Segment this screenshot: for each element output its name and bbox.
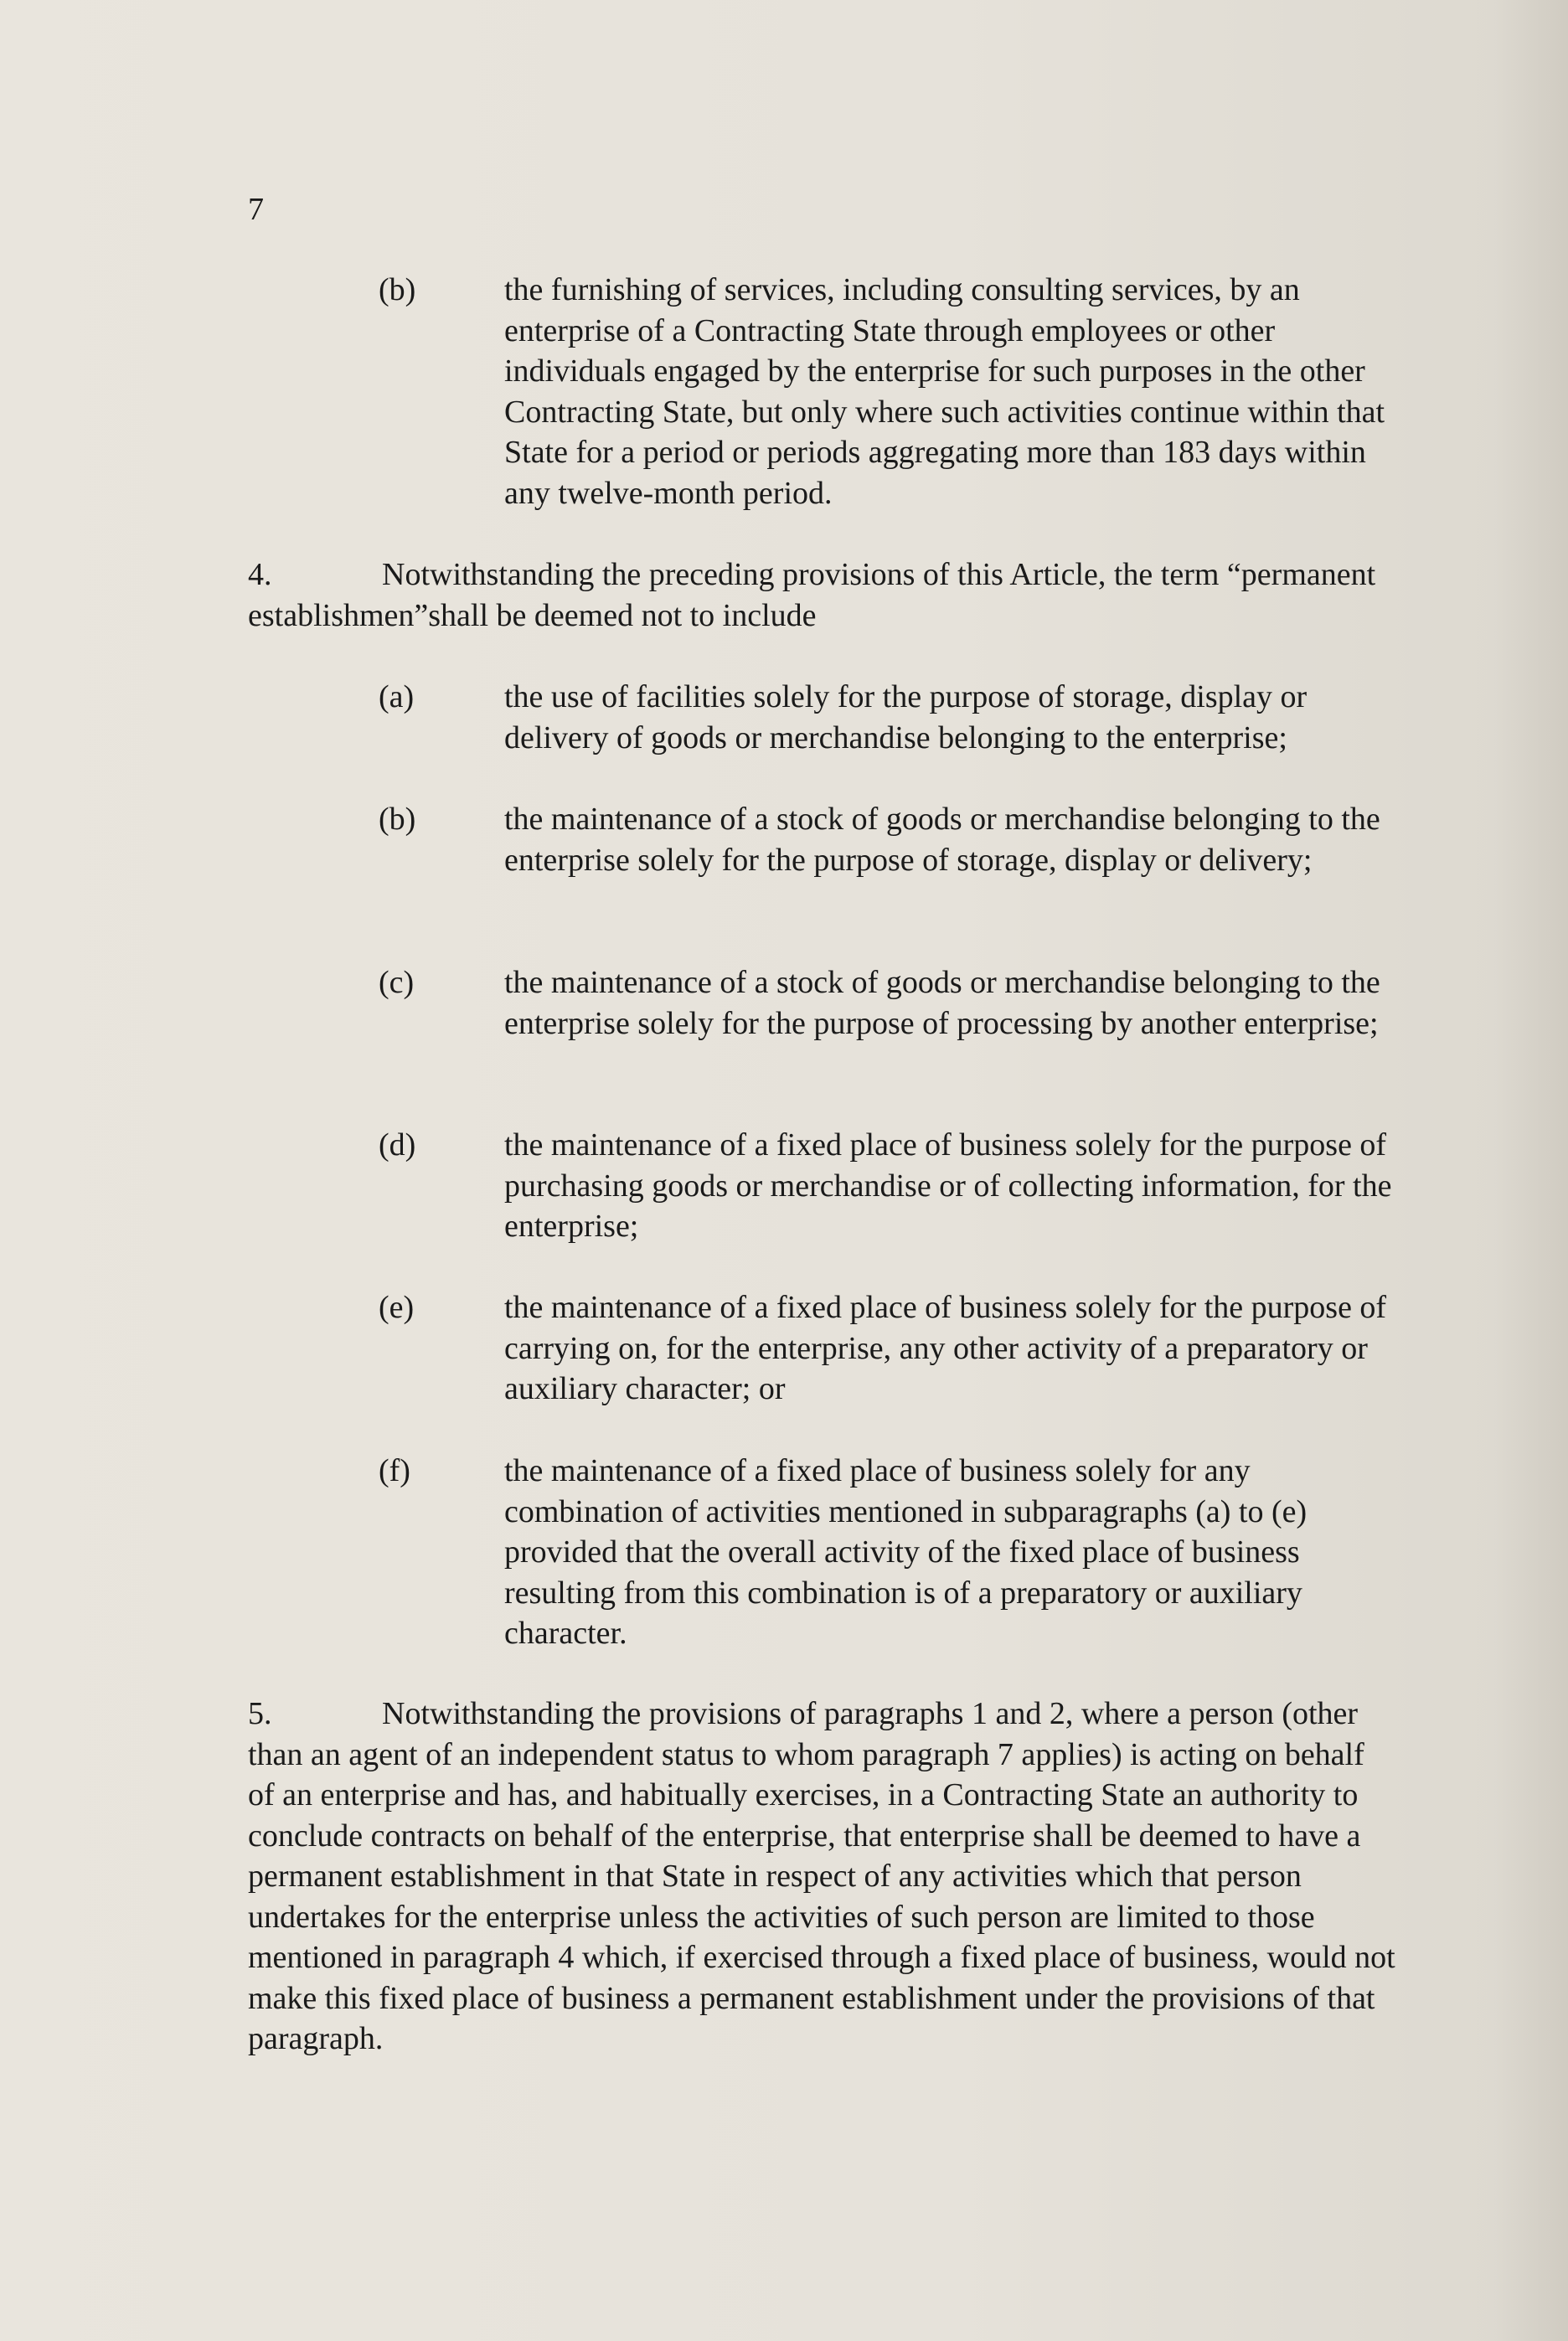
- subparagraph-text: the maintenance of a stock of goods or merchandise belonging to the enterprise solely for the purpose of processing by another enterprise;: [504, 965, 1380, 1041]
- subparagraph-label: (b): [379, 802, 416, 837]
- page-edge-shadow: [1493, 0, 1568, 2341]
- subparagraph-text: the furnishing of services, including consulting services, by an enterprise of a Contracting State through employees or other individuals engaged by the enterprise for such purposes in the other Contracting State, but only where such activities continue within that State for a period or periods aggregating more than 183 days within any twelve-month period.: [504, 272, 1385, 511]
- subparagraph-text: the maintenance of a fixed place of business solely for any combination of activities mentioned in subparagraphs (a) to (e) provided that the overall activity of the fixed place of business resulting from this combination is of a preparatory or auxiliary character.: [504, 1453, 1308, 1651]
- paragraph-number: 5.: [248, 1696, 272, 1731]
- subparagraph-label: (c): [379, 965, 415, 1000]
- subparagraph-label: (d): [379, 1127, 416, 1163]
- paragraph-number: 4.: [248, 557, 272, 592]
- subparagraph-text: the maintenance of a fixed place of business solely for the purpose of carrying on, for the enterprise, any other activity of a preparatory or auxiliary character; or: [504, 1290, 1387, 1406]
- subparagraph-label: (a): [379, 679, 415, 714]
- page-number: 7: [248, 192, 264, 227]
- paragraph-4: [248, 554, 1397, 636]
- subparagraph-text: the maintenance of a stock of goods or merchandise belonging to the enterprise solely for the purpose of storage, display or delivery;: [504, 802, 1380, 878]
- paragraph-5: [248, 1694, 1397, 2060]
- subparagraph-label: (e): [379, 1290, 415, 1325]
- subparagraph-text: the maintenance of a fixed place of business solely for the purpose of purchasing goods or merchandise or of collecting information, for the enterprise;: [504, 1127, 1392, 1244]
- paragraph-text: Notwithstanding the provisions of paragraphs 1 and 2, where a person (other than an agent of an independent status to whom paragraph 7 applies) is acting on behalf of an enterprise and has, and habitually exercises, in a Contracting State an authority to conclude contracts on behalf of the enterprise, that enterprise shall be deemed to have a permanent establishment in that State in respect of any activities which that person undertakes for the enterprise unless the activities of such person are limited to those mentioned in paragraph 4 which, if exercised through a fixed place of business, would not make this fixed place of business a permanent establishment under the provisions of that paragraph.: [248, 1696, 1395, 2056]
- subparagraph-text: the use of facilities solely for the purpose of storage, display or delivery of goods or merchandise belonging to the enterprise;: [504, 679, 1308, 755]
- subparagraph-label: (f): [379, 1453, 410, 1488]
- subparagraph-label: (b): [379, 272, 416, 307]
- paragraph-text: Notwithstanding the preceding provisions of this Article, the term “permanent establishmen”shall be deemed not to include: [248, 557, 1376, 633]
